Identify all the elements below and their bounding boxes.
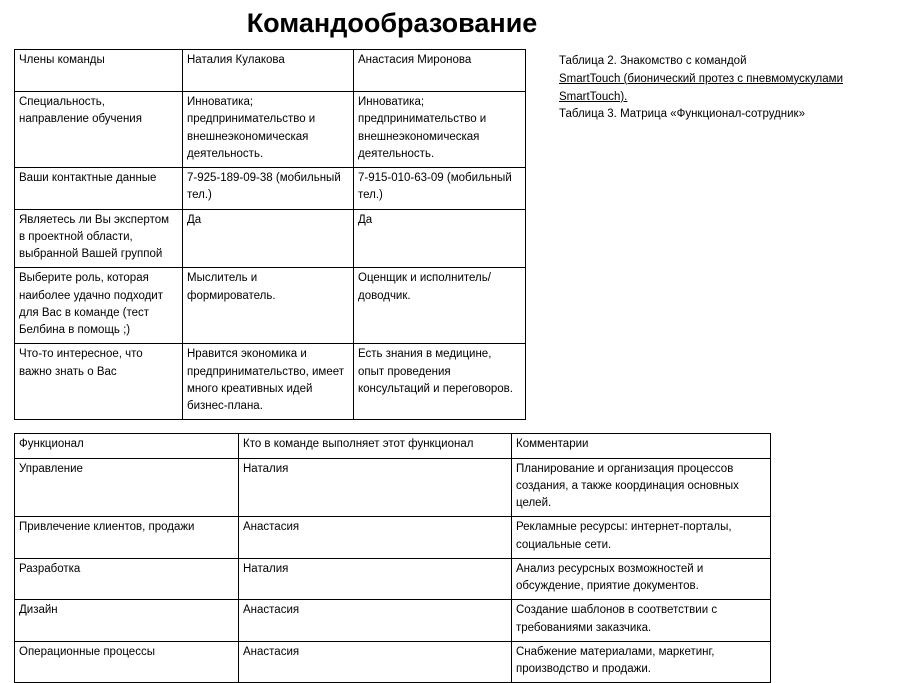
table-cell: Инноватика; предпринимательство и внешнеэкономическая деятельность.	[354, 92, 526, 168]
table-cell: Операционные процессы	[15, 641, 239, 683]
page-title: Командообразование	[246, 8, 538, 38]
table-row	[15, 268, 526, 344]
table3-caption: Таблица 3. Матрица «Функционал-сотрудник»	[559, 108, 805, 121]
table-cell: Специальность, направление обучения	[15, 92, 183, 168]
column-header: Комментарии	[512, 434, 771, 458]
table-cell: Анастасия Миронова	[354, 50, 526, 92]
table-cell: Анастасия	[239, 600, 512, 642]
table-row	[15, 50, 526, 92]
table-row	[15, 558, 771, 600]
table-cell: Привлечение клиентов, продажи	[15, 517, 239, 559]
side-notes	[559, 49, 904, 124]
table-row	[15, 517, 771, 559]
table-row	[15, 92, 526, 168]
table-cell: Есть знания в медицине, опыт проведения консультаций и переговоров.	[354, 344, 526, 420]
table-cell: Управление	[15, 458, 239, 517]
table-cell: 7-915-010-63-09 (мобильный тел.)	[354, 168, 526, 210]
table-cell: Анастасия	[239, 641, 512, 683]
table-cell: Разработка	[15, 558, 239, 600]
table-cell: Анастасия	[239, 517, 512, 559]
table-cell: Являетесь ли Вы экспертом в проектной области, выбранной Вашей группой	[15, 209, 183, 268]
table-cell: Нравится экономика и предпринимательство, имеет много креативных идей бизнес-плана.	[183, 344, 354, 420]
table-cell: Анализ ресурсных возможностей и обсуждение, приятие документов.	[512, 558, 771, 600]
column-header: Кто в команде выполняет этот функционал	[239, 434, 512, 458]
table-cell: Дизайн	[15, 600, 239, 642]
table-cell: 7-925-189-09-38 (мобильный тел.)	[183, 168, 354, 210]
table-cell: Оценщик и исполнитель/доводчик.	[354, 268, 526, 344]
table-row	[15, 344, 526, 420]
table-cell: Рекламные ресурсы: интернет-порталы, социальные сети.	[512, 517, 771, 559]
table-row	[15, 641, 771, 683]
table-cell: Выберите роль, которая наиболее удачно подходит для Вас в команде (тест Белбина в помощь ;)	[15, 268, 183, 344]
table-cell: Наталия	[239, 558, 512, 600]
table-cell: Да	[183, 209, 354, 268]
table-cell: Члены команды	[15, 50, 183, 92]
table-cell: Инноватика; предпринимательство и внешнеэкономическая деятельность.	[183, 92, 354, 168]
table-cell: Что-то интересное, что важно знать о Вас	[15, 344, 183, 420]
table-cell: Да	[354, 209, 526, 268]
table2-caption: Таблица 2. Знакомство с командой	[559, 55, 747, 67]
table-cell: Наталия Кулакова	[183, 50, 354, 92]
table-cell: Снабжение материалами, маркетинг, производство и продажи.	[512, 641, 771, 683]
table-header-row	[15, 434, 771, 458]
top-section	[14, 49, 907, 420]
table-cell: Мыслитель и формирователь.	[183, 268, 354, 344]
table-row	[15, 600, 771, 642]
table-cell: Создание шаблонов в соответствии с требованиями заказчика.	[512, 600, 771, 642]
table-row	[15, 458, 771, 517]
table-cell: Наталия	[239, 458, 512, 517]
table-cell: Ваши контактные данные	[15, 168, 183, 210]
table-row	[15, 168, 526, 210]
team-table	[14, 49, 526, 420]
column-header: Функционал	[15, 434, 239, 458]
function-matrix-table	[14, 433, 771, 683]
table-row	[15, 209, 526, 268]
table-cell: Планирование и организация процессов создания, а также координация основных целей.	[512, 458, 771, 517]
project-name-text: SmartTouch (бионический протез с пневмомускулами SmartTouch).	[559, 72, 843, 103]
